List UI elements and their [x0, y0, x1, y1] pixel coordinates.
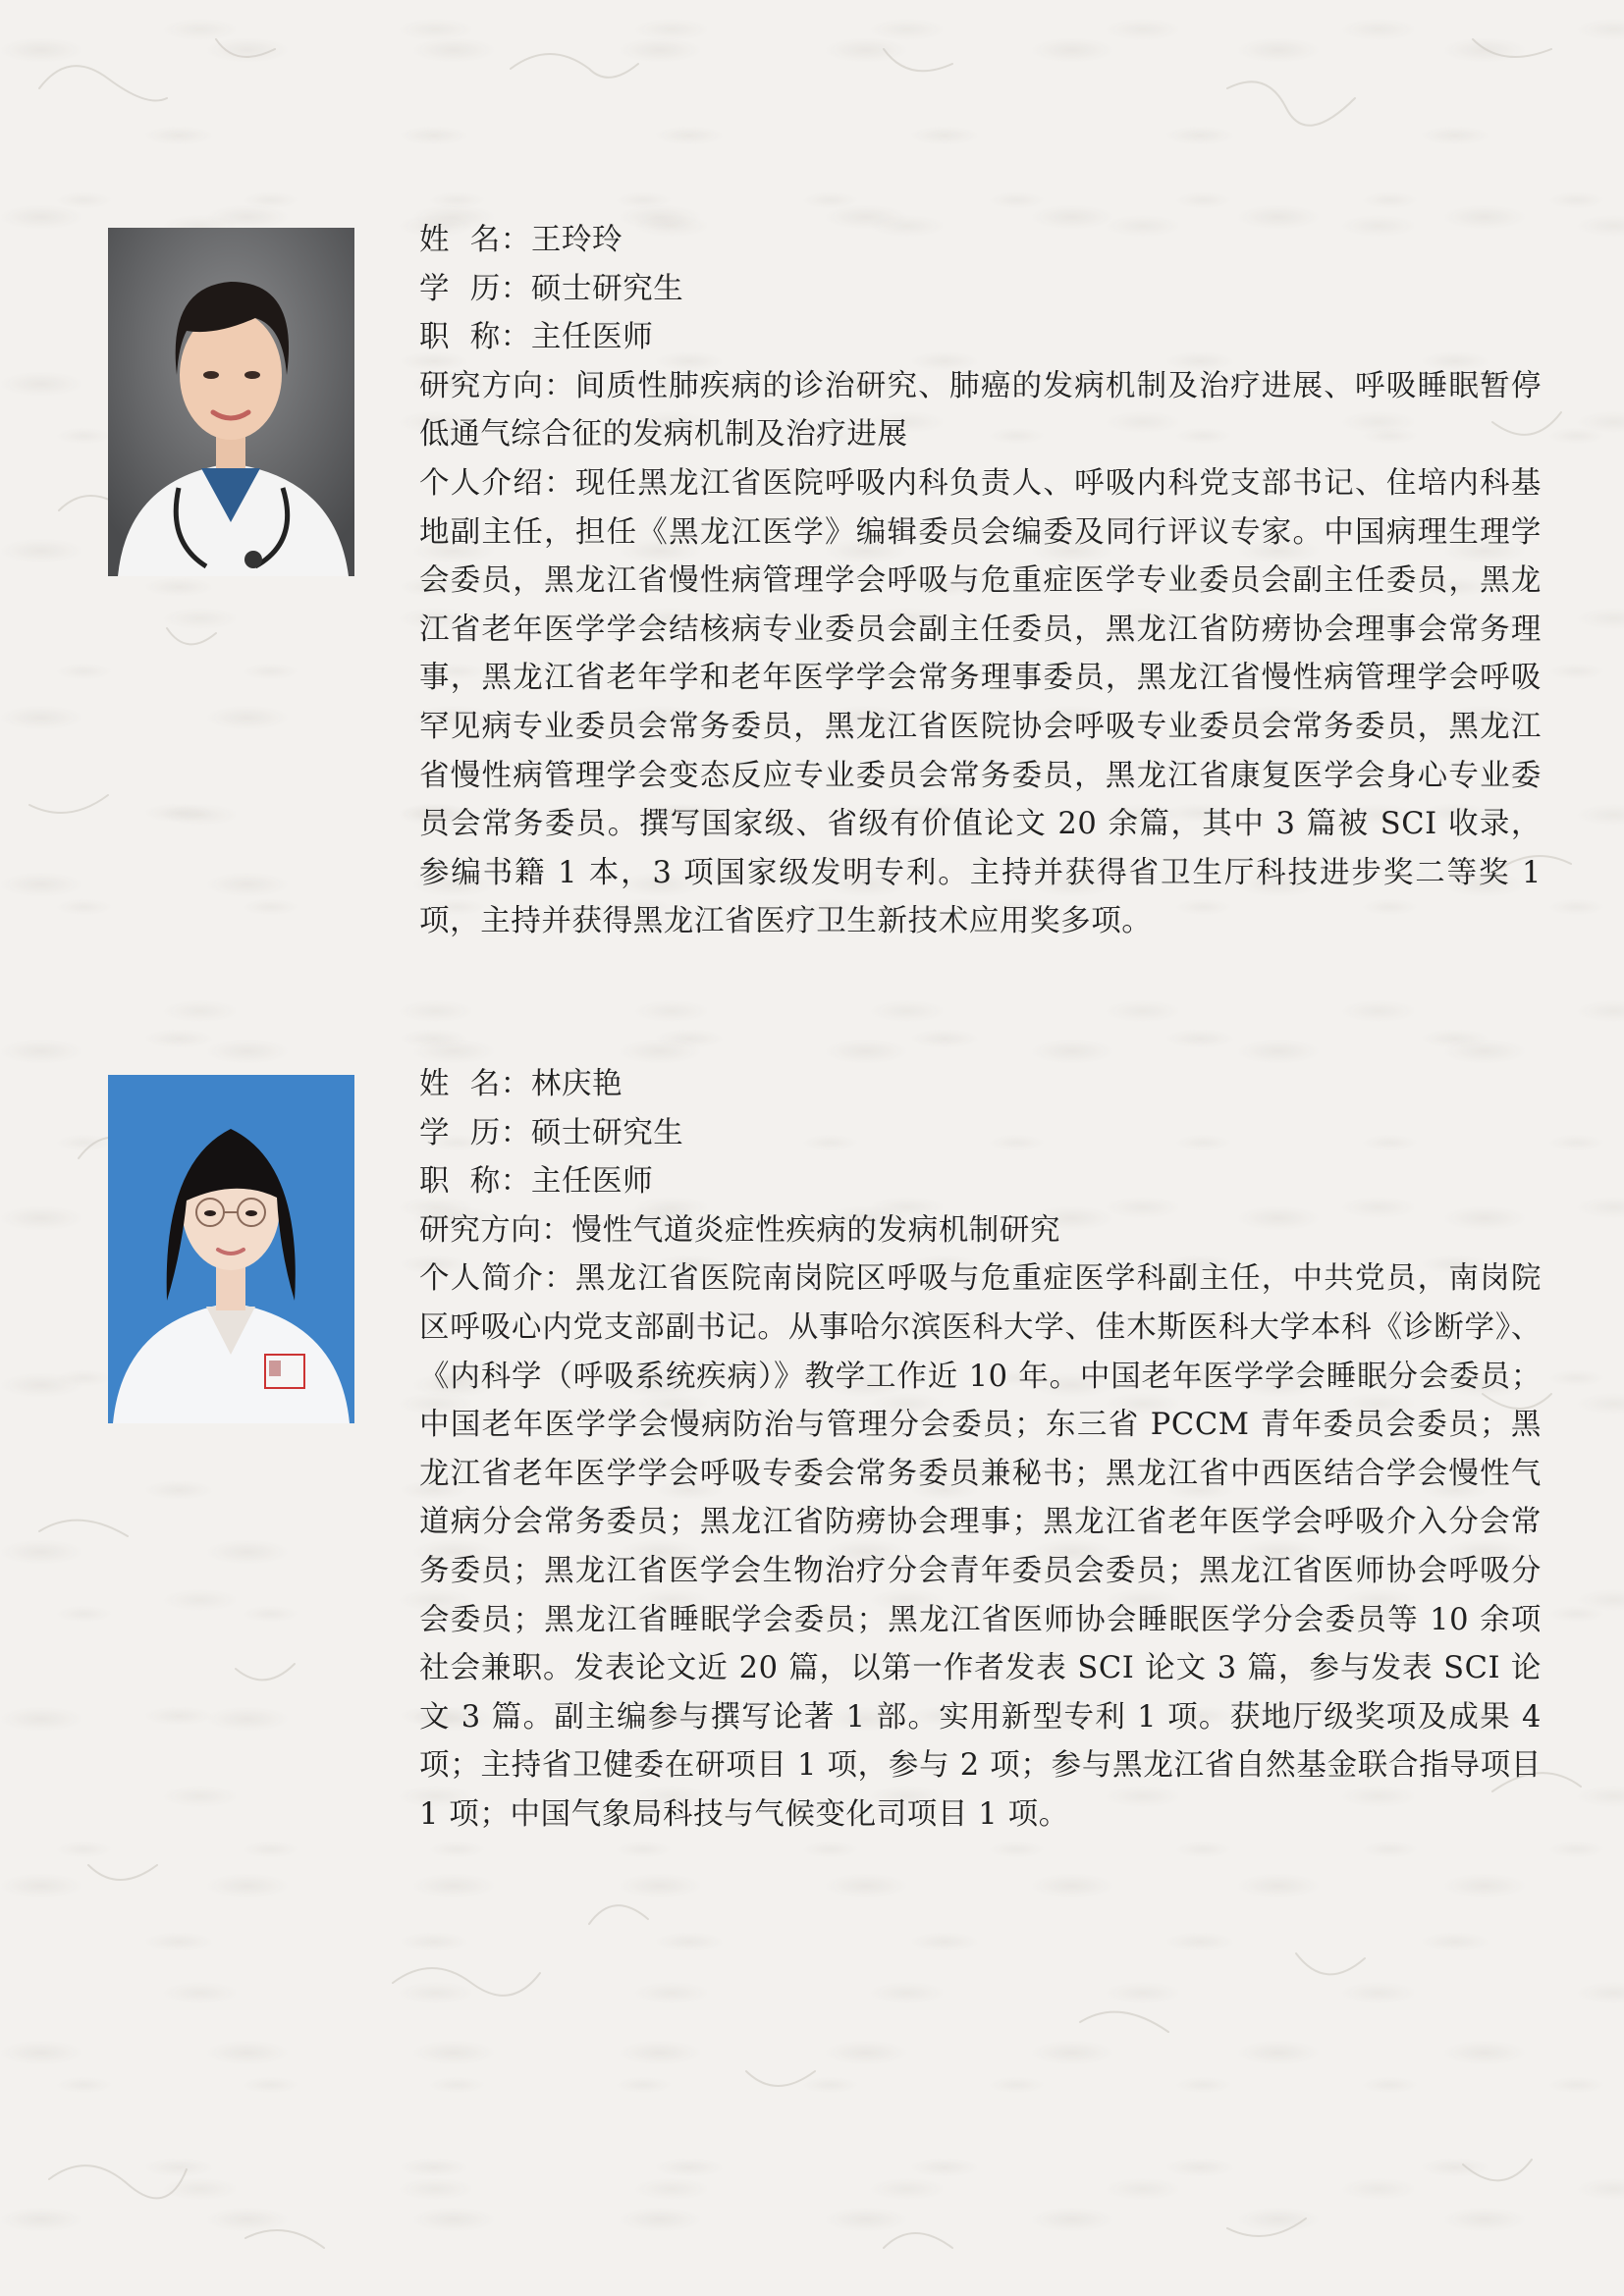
name-value: 林庆艳 — [530, 1067, 623, 1101]
title-row — [419, 313, 1542, 362]
name-row — [419, 216, 1542, 265]
research-label: 研究方向： — [419, 1212, 572, 1248]
education-label: 学 历： — [419, 271, 531, 306]
profile-info — [419, 1060, 1542, 1840]
research-direction — [419, 362, 1542, 459]
portrait-image — [108, 1075, 354, 1423]
title-value: 主任医师 — [530, 1164, 654, 1200]
title-row — [419, 1157, 1542, 1206]
intro-text: 现任黑龙江省医院呼吸内科负责人、呼吸内科党支部书记、住培内科基地副主任，担任《黑龙江医学》编辑委员会编委及同行评议专家。中国病理生理学会委员，黑龙江省慢性病管理学会呼吸与危重症医学专业委员会副主任委员，黑龙江省老年医学学会结核病专业委员会副主任委员，黑龙江省防痨协会理事会常务理事，黑龙江省老年学和老年医学学会常务理事委员，黑龙江省慢性病管理学会呼吸罕见病专业委员会常务委员，黑龙江省医院协会呼吸专业委员会常务委员，黑龙江省慢性病管理学会变态反应专业委员会常务委员，黑龙江省康复医学会身心专业委员会常务委员。撰写国家级、省级有价值论文 20 余篇，其中 3 篇被 SCI 收录，参编书籍 1 本，3 项国家级发明专利。主持并获得省卫生厅科技进步奖二等奖 1 项，主持并获得黑龙江省医疗卫生新技术应用奖多项。 — [419, 465, 1542, 939]
research-value: 慢性气道炎症性疾病的发病机制研究 — [571, 1212, 1061, 1248]
title-value: 主任医师 — [530, 320, 654, 355]
education-row — [419, 265, 1542, 314]
research-label: 研究方向： — [419, 368, 575, 403]
doctor-photo — [108, 1075, 354, 1423]
intro-label: 个人介绍： — [419, 465, 575, 501]
profile-info — [419, 216, 1542, 946]
education-value: 硕士研究生 — [530, 1115, 684, 1150]
doctor-photo — [108, 228, 354, 576]
education-label: 学 历： — [419, 1115, 531, 1150]
research-value: 间质性肺疾病的诊治研究、肺癌的发病机制及治疗进展、呼吸睡眠暂停低通气综合征的发病机制及治疗进展 — [419, 368, 1542, 453]
personal-introduction — [419, 1255, 1542, 1839]
title-label: 职 称： — [419, 1164, 531, 1200]
name-label: 姓 名： — [419, 223, 531, 257]
education-row — [419, 1109, 1542, 1158]
intro-label: 个人简介： — [419, 1261, 575, 1297]
research-direction — [419, 1206, 1542, 1255]
name-value: 王玲玲 — [530, 223, 623, 257]
intro-text: 黑龙江省医院南岗院区呼吸与危重症医学科副主任，中共党员，南岗院区呼吸心内党支部副书记。从事哈尔滨医科大学、佳木斯医科大学本科《诊断学》、《内科学（呼吸系统疾病）》教学工作近 10 年。中国老年医学学会睡眠分会委员；中国老年医学学会慢病防治与管理分会委员；东三省 PCCM 青年委员会委员；黑龙江省老年医学学会呼吸专委会常务委员兼秘书；黑龙江省中西医结合学会慢性气道病分会常务委员；黑龙江省防痨协会理事；黑龙江省老年医学会呼吸介入分会常务委员；黑龙江省医学会生物治疗分会青年委员会委员；黑龙江省医师协会呼吸分会委员；黑龙江省睡眠学会委员；黑龙江省医师协会睡眠医学分会委员等 10 余项社会兼职。发表论文近 20 篇，以第一作者发表 SCI 论文 3 篇，参与发表 SCI 论文 3 篇。副主编参与撰写论著 1 部。实用新型专利 1 项。获地厅级奖项及成果 4 项；主持省卫健委在研项目 1 项，参与 2 项；参与黑龙江省自然基金联合指导项目 1 项；中国气象局科技与气候变化司项目 1 项。 — [419, 1261, 1542, 1832]
personal-introduction — [419, 459, 1542, 946]
name-label: 姓 名： — [419, 1067, 531, 1101]
portrait-image — [108, 228, 354, 576]
education-value: 硕士研究生 — [530, 271, 684, 306]
name-row — [419, 1060, 1542, 1109]
title-label: 职 称： — [419, 320, 531, 355]
